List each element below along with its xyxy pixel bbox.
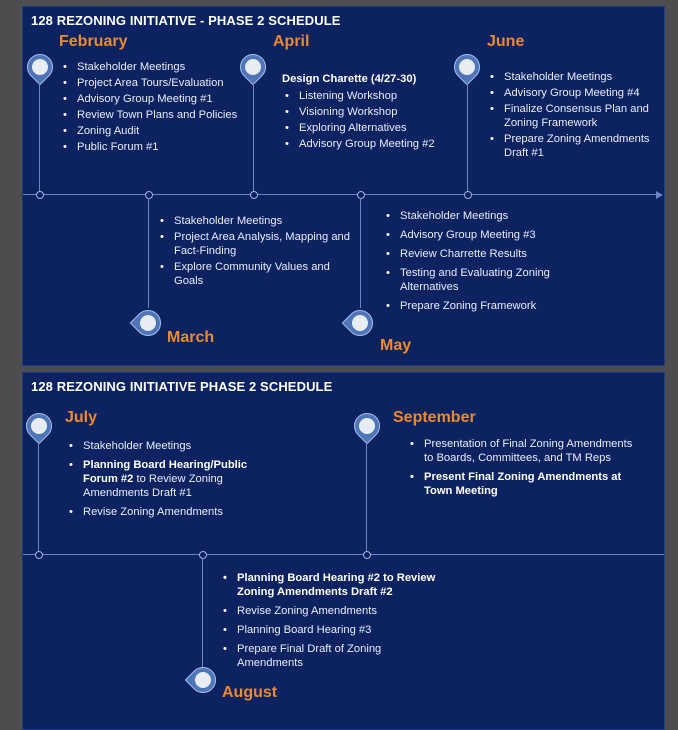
month-label-march: March [167, 329, 215, 346]
panel-title: 128 REZONING INITIATIVE - PHASE 2 SCHEDULE [31, 13, 341, 28]
design-charette-heading: Design Charette (4/27-30) [282, 73, 417, 85]
list-item: • Visioning Workshop [282, 105, 472, 119]
map-pin-icon [22, 49, 58, 86]
month-label-april: April [273, 33, 310, 50]
timeline-axis [23, 554, 664, 555]
pin-stem [366, 443, 367, 553]
timeline-node [250, 191, 258, 199]
timeline-node [145, 191, 153, 199]
pin-stem [467, 83, 468, 193]
map-pin-icon [349, 408, 386, 445]
list-item: • Stakeholder Meetings [487, 70, 662, 84]
list-item: • Review Charrette Results [383, 247, 583, 261]
august-task-list [220, 571, 445, 672]
month-label-february: February [59, 33, 128, 50]
pin-stem [38, 443, 39, 553]
list-item: • Explore Community Values and Goals [157, 260, 357, 288]
pin-stem [360, 198, 361, 308]
list-item: • Stakeholder Meetings [66, 439, 266, 453]
list-item: • Planning Board Hearing #2 to Review Zoning Amendments Draft #2 [220, 571, 445, 599]
september-task-list [407, 437, 637, 500]
timeline-node [199, 551, 207, 559]
pin-stem [253, 83, 254, 193]
list-item: • Stakeholder Meetings [157, 214, 357, 228]
schedule-panel-1 [22, 6, 665, 366]
list-item: • Advisory Group Meeting #4 [487, 86, 662, 100]
schedule-panel-2 [22, 372, 665, 730]
list-item: • Testing and Evaluating Zoning Alternatives [383, 266, 583, 294]
list-item: • Review Town Plans and Policies [60, 108, 245, 122]
list-item: • Finalize Consensus Plan and Zoning Framework [487, 102, 662, 130]
timeline-node [363, 551, 371, 559]
timeline-node [35, 551, 43, 559]
panel-title: 128 REZONING INITIATIVE PHASE 2 SCHEDULE [31, 379, 333, 394]
february-task-list [60, 60, 245, 156]
list-item: • Listening Workshop [282, 89, 472, 103]
list-item: • Revise Zoning Amendments [220, 604, 445, 618]
march-task-list [157, 214, 357, 290]
list-item: • Prepare Zoning Amendments Draft #1 [487, 132, 662, 160]
april-task-list [282, 89, 472, 153]
may-task-list [383, 209, 583, 315]
hearing-bold-text: Planning Board Hearing/Public Forum #2 [83, 459, 248, 485]
timeline-arrow-icon [656, 191, 663, 199]
map-pin-icon [185, 662, 222, 699]
month-label-may: May [380, 337, 412, 354]
timeline-axis [23, 194, 657, 195]
list-item: • Project Area Analysis, Mapping and Fact-Finding [157, 230, 357, 258]
list-item: • Prepare Final Draft of Zoning Amendments [220, 642, 445, 670]
month-label-june: June [487, 33, 525, 50]
month-label-july: July [65, 409, 98, 426]
pin-stem [202, 558, 203, 668]
map-pin-icon [342, 305, 379, 342]
list-item: • Presentation of Final Zoning Amendments to Boards, Committees, and TM Reps [407, 437, 637, 465]
list-item: • Planning Board Hearing #3 [220, 623, 445, 637]
timeline-node [357, 191, 365, 199]
map-pin-icon [22, 408, 57, 445]
list-item: • Stakeholder Meetings [383, 209, 583, 223]
list-item: • Advisory Group Meeting #2 [282, 137, 472, 151]
pin-stem [148, 198, 149, 308]
list-item: • Public Forum #1 [60, 140, 245, 154]
map-pin-icon [449, 49, 486, 86]
timeline-node [36, 191, 44, 199]
list-item: • Advisory Group Meeting #1 [60, 92, 245, 106]
list-item [66, 458, 266, 500]
june-task-list [487, 70, 662, 162]
map-pin-icon [130, 305, 167, 342]
list-item: • Present Final Zoning Amendments at Town Meeting [407, 470, 637, 498]
pin-stem [39, 83, 40, 193]
list-item: • Zoning Audit [60, 124, 245, 138]
list-item: • Advisory Group Meeting #3 [383, 228, 583, 242]
list-item: • Project Area Tours/Evaluation [60, 76, 245, 90]
list-item: • Prepare Zoning Framework [383, 299, 583, 313]
hearing-text: to Review Zoning Amendments Draft #1 [83, 473, 223, 499]
month-label-september: September [393, 409, 476, 426]
month-label-august: August [222, 684, 278, 701]
list-item: • Stakeholder Meetings [60, 60, 245, 74]
timeline-node [464, 191, 472, 199]
list-item: • Revise Zoning Amendments [66, 505, 266, 519]
list-item: • Exploring Alternatives [282, 121, 472, 135]
july-task-list [66, 439, 266, 521]
